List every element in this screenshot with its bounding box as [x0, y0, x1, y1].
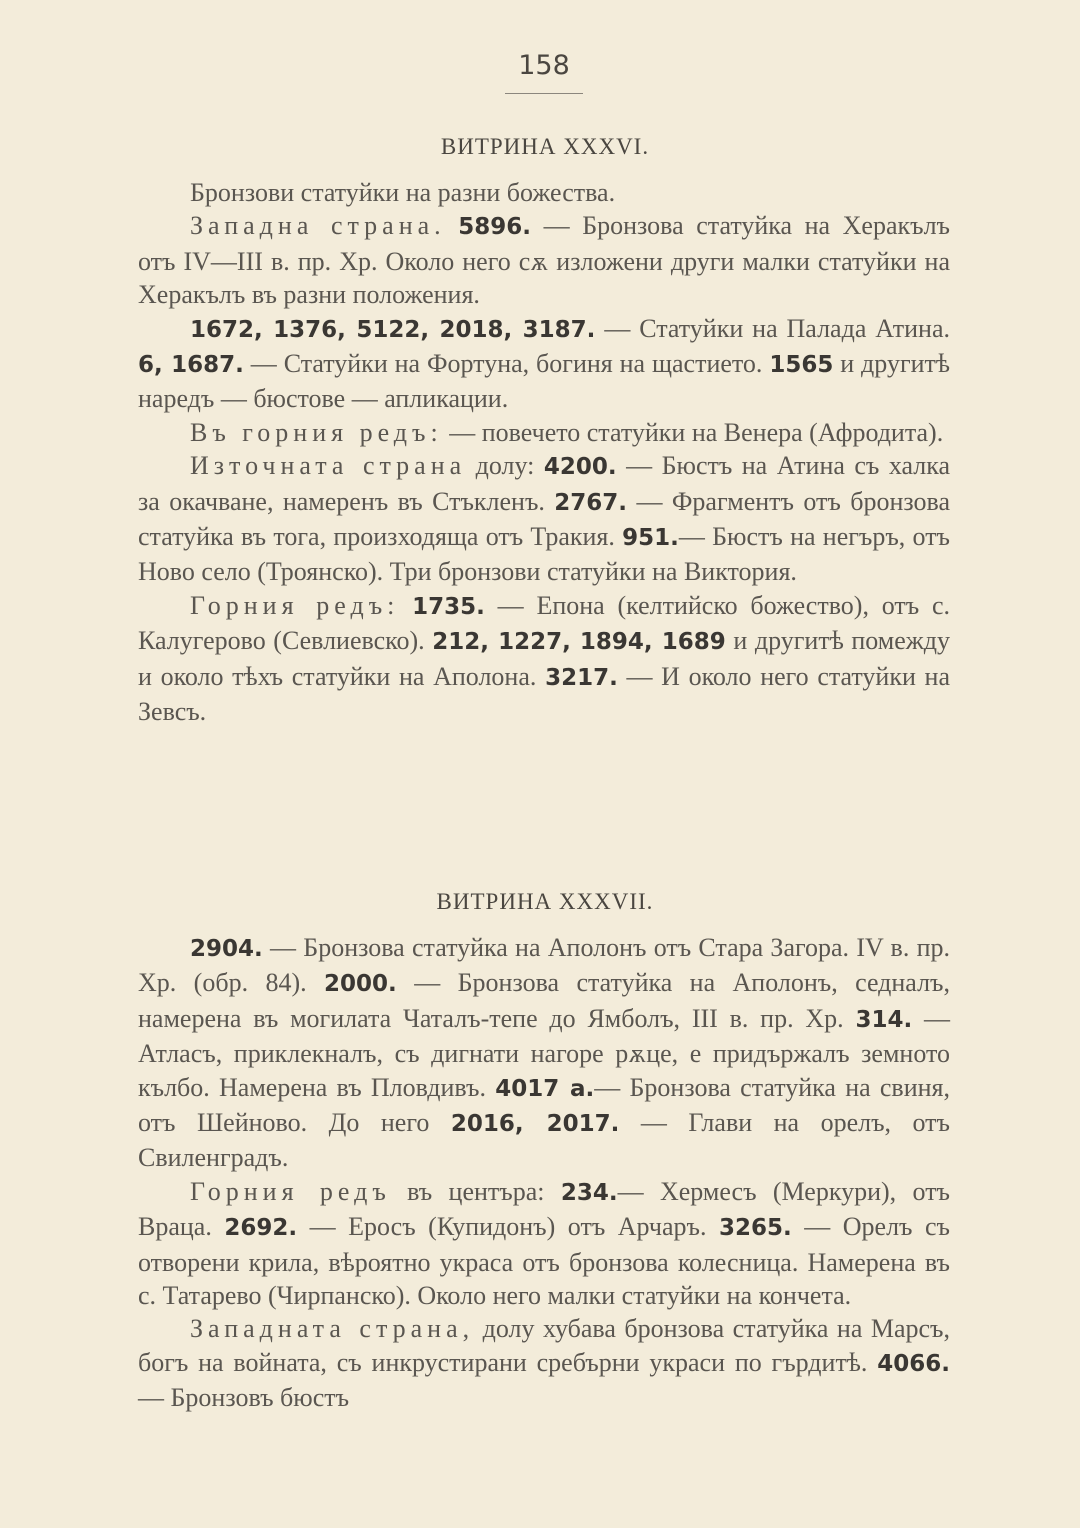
paragraph-text: — Глави на орелъ, отъ Свиленградъ. [138, 1108, 950, 1173]
paragraph-text: — Атласъ, приклекналъ, съ дигнати нагоре рѫце, е придържалъ земното кълбо. Намерена въ Пловдивъ. [138, 1003, 950, 1102]
page-number: 158 [518, 50, 570, 81]
paragraph-text: — Статуйки на Фортуна, богиня на щастието. [243, 349, 770, 379]
exhibit-number: 2016, 2017. [450, 1111, 620, 1138]
exhibit-number: 6, 1687. [138, 352, 244, 379]
paragraph-text: — Бронзова статуйка на Херакълъ отъ IV—III в. пр. Хр. Около него сѫ изложени други малки статуйки на Херакълъ въ разни положения. [138, 211, 951, 310]
paragraph-text: — Епона (келтийско божество), отъ с. Калугерово (Севлиевско). [138, 590, 950, 656]
paragraph [138, 312, 950, 416]
paragraph-text: — повечето статуйки на Венера (Афродита). [442, 417, 944, 447]
paragraph-text: долу хубава бронзова статуйка на Марсъ, богъ на войната, съ инкрустирани сребърни украси по гърдитѣ. [138, 1314, 950, 1377]
exhibit-number: 5896. [458, 214, 532, 241]
exhibit-number: 212, 1227, 1894, 1689 [432, 629, 726, 656]
paragraph-text: — Статуйки на Палада Атина. [595, 313, 950, 343]
exhibit-number: 1735. [412, 593, 485, 620]
exhibit-number: 3217. [545, 664, 618, 691]
exhibit-number: 2904. [190, 936, 263, 962]
paragraph [138, 931, 950, 1175]
paragraph-text: — Фрагментъ отъ бронзова статуйка въ тога, произходяща отъ Тракия. [138, 486, 950, 552]
paragraph-text: — Бюстъ на Атина съ халка за окачване, намеренъ въ Стъкленъ. [138, 451, 951, 516]
location-label: Източната страна [190, 451, 467, 481]
paragraph [138, 209, 950, 311]
paragraph [138, 1175, 950, 1313]
exhibit-number: 1565 [769, 352, 834, 379]
location-label: Горния редъ: [190, 590, 400, 620]
paragraph-text: — И около него статуйки на Зевсъ. [138, 661, 950, 727]
paragraph [138, 449, 950, 589]
location-label: Западната страна, [190, 1314, 475, 1344]
exhibit-number: 1672, 1376, 5122, 2018, 3187. [190, 316, 596, 343]
paragraph-text: — Бюстъ на негъръ, отъ Ново село (Троянско). Три бронзови статуйки на Виктория. [138, 522, 951, 587]
exhibit-number: 314. [855, 1006, 913, 1033]
paragraph-text: — Еросъ (Купидонъ) отъ Арчаръ. [297, 1212, 719, 1242]
exhibit-number: 4066. [877, 1350, 950, 1377]
paragraph-text: и другитѣ помежду и около тѣхъ статуйки на Аполона. [138, 626, 950, 691]
paragraph-text: — Хермесъ (Меркури), отъ Враца. [138, 1176, 951, 1242]
paragraph-text: — Бронзовъ бюстъ [138, 1383, 350, 1413]
exhibit-number: 3265. [718, 1215, 792, 1242]
section-body-vitrina-37 [138, 931, 950, 1415]
paragraph-text: — Орелъ съ отворени крила, вѣроятно украса отъ бронзова колесница. Намерена въ с. Татарево (Чирпанско). Около него малки статуйки на кончета. [138, 1212, 950, 1311]
section-body-vitrina-36 [138, 176, 950, 729]
exhibit-number: 234. [560, 1179, 618, 1206]
paragraph-text: — Бронзова статуйка на свиня, отъ Шейново. До него [138, 1072, 951, 1138]
location-label: Въ горния редъ: [190, 417, 443, 447]
section-heading-vitrina-37: ВИТРИНА XXXVII. [436, 889, 654, 914]
paragraph-text: и другитѣ наредъ — бюстове — апликации. [138, 349, 950, 414]
paragraph [138, 1312, 950, 1414]
paragraph-text [399, 591, 412, 620]
paragraph-text: долу: [466, 451, 544, 481]
exhibit-number: 2000. [324, 971, 397, 998]
section-heading-vitrina-36: ВИТРИНА XXXVI. [440, 134, 650, 159]
exhibit-number: 2767. [554, 489, 628, 516]
location-label: Горния редъ [190, 1176, 391, 1206]
paragraph [138, 589, 950, 729]
exhibit-number: 2692. [224, 1215, 298, 1242]
paragraph-text [446, 211, 459, 240]
paragraph [138, 176, 950, 209]
page-number-rule [505, 93, 583, 94]
paragraph-text: въ центъра: [390, 1176, 561, 1206]
exhibit-number: 951. [622, 525, 679, 552]
exhibit-number: 4017 а. [495, 1075, 595, 1102]
paragraph-text: — Бронзова статуйка на Аполонъ отъ Стара Загора. IV в. пр. Хр. (обр. 84). [138, 933, 950, 998]
paragraph [138, 416, 950, 449]
paragraph-text: — Бронзова статуйка на Аполонъ, седналъ, намерена въ могилата Чаталъ-тепе до Ямболъ, III в. пр. Хр. [138, 968, 950, 1033]
exhibit-number: 4200. [543, 454, 617, 481]
location-label: Западна страна. [190, 211, 446, 241]
paragraph-text: Бронзови статуйки на разни божества. [190, 178, 616, 207]
